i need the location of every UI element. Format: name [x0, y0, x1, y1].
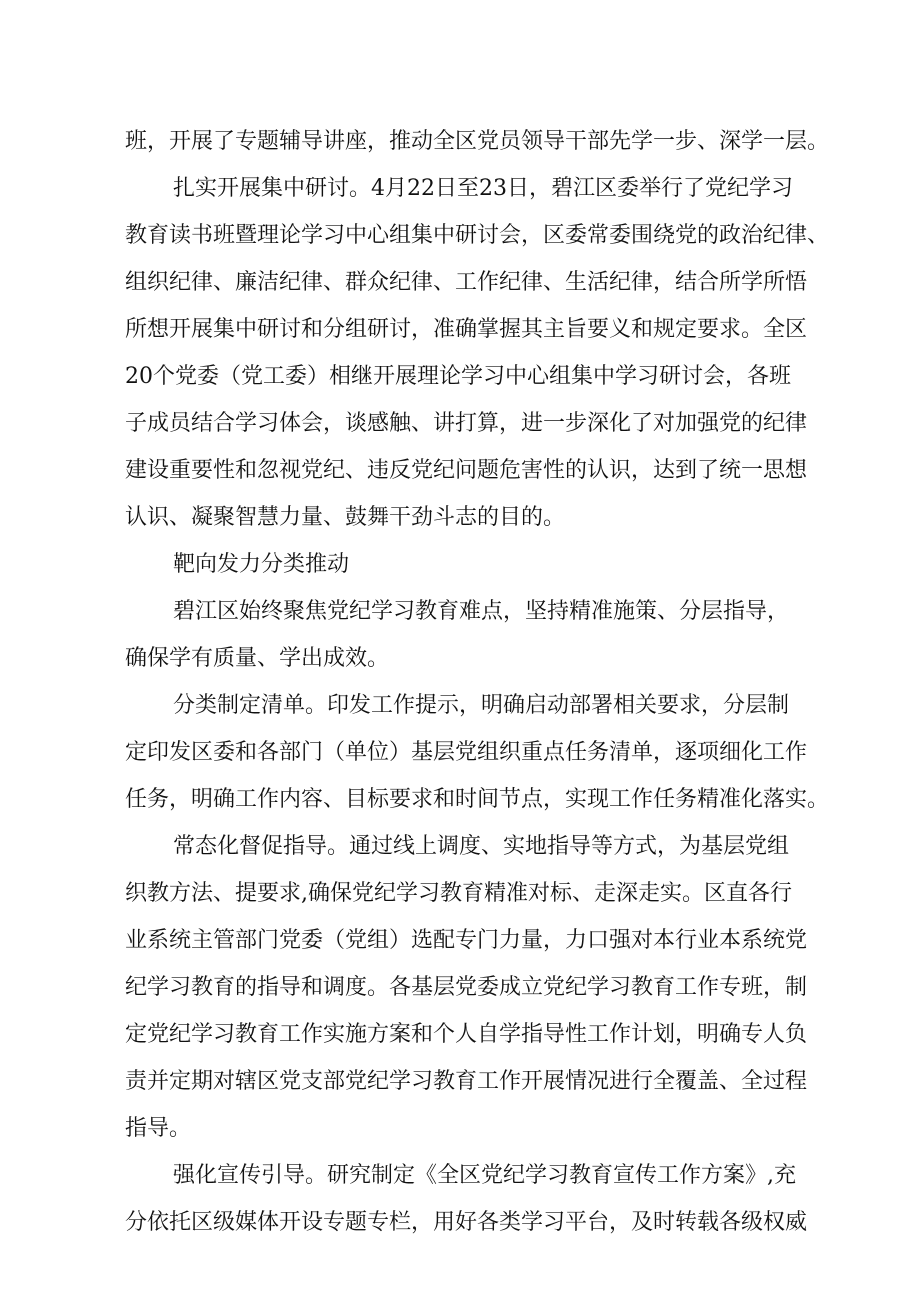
- paragraph-start-line-11: 碧江区始终聚焦党纪学习教育难点，坚持精准施策、分层指导，: [173, 599, 790, 624]
- text-line-14: 定印发区委和各部门（单位）基层党组织重点任务清单，逐项细化工作: [125, 740, 808, 765]
- text-line-12: 确保学有质量、学出成效。: [125, 646, 390, 671]
- text-line-17: 织教方法、提要求,确保党纪学习教育精准对标、走深走实。区直各行: [125, 881, 792, 906]
- text-line-24: 分依托区级媒体开设专题专栏，用好各类学习平台，及时转载各级权威: [125, 1210, 808, 1235]
- text-line-15: 任务，明确工作内容、目标要求和时间节点，实现工作任务精准化落实。: [125, 787, 830, 812]
- text-line-21: 责并定期对辖区党支部党纪学习教育工作开展情况进行全覆盖、全过程: [125, 1069, 808, 1094]
- text-line-19: 纪学习教育的指导和调度。各基层党委成立党纪学习教育工作专班，制: [125, 975, 808, 1000]
- text-line-22: 指导。: [125, 1116, 192, 1141]
- text-line-6: 20个党委（党工委）相继开展理论学习中心组集中学习研讨会，各班: [125, 364, 791, 389]
- text-line-9: 认识、凝聚智慧力量、鼓舞干劲斗志的目的。: [125, 505, 566, 530]
- text-line-5: 所想开展集中研讨和分组研讨，准确掌握其主旨要义和规定要求。全区: [125, 317, 808, 342]
- text-line-7: 子成员结合学习体会，谈感触、讲打算，进一步深化了对加强党的纪律: [125, 411, 808, 436]
- section-heading: 靶向发力分类推动: [173, 552, 350, 577]
- text-line-3: 教育读书班暨理论学习中心组集中研讨会，区委常委围绕党的政治纪律、: [125, 223, 830, 248]
- paragraph-start-line-16: 常态化督促指导。通过线上调度、实地指导等方式，为基层党组: [173, 834, 790, 859]
- paragraph-start-line-2: 扎实开展集中研讨。4月22日至23日，碧江区委举行了党纪学习: [173, 176, 793, 201]
- paragraph-start-line-23: 强化宣传引导。研究制定《全区党纪学习教育宣传工作方案》,充: [173, 1163, 796, 1188]
- text-line-1: 班，开展了专题辅导讲座，推动全区党员领导干部先学一步、深学一层。: [125, 129, 830, 154]
- text-line-18: 业系统主管部门党委（党组）选配专门力量，力口强对本行业本系统党: [125, 928, 808, 953]
- paragraph-start-line-13: 分类制定清单。印发工作提示，明确启动部署相关要求，分层制: [173, 693, 790, 718]
- text-line-4: 组织纪律、廉洁纪律、群众纪律、工作纪律、生活纪律，结合所学所悟: [125, 270, 808, 295]
- text-line-8: 建设重要性和忽视党纪、违反党纪问题危害性的认识，达到了统一思想: [125, 458, 808, 483]
- text-line-20: 定党纪学习教育工作实施方案和个人自学指导性工作计划，明确专人负: [125, 1022, 808, 1047]
